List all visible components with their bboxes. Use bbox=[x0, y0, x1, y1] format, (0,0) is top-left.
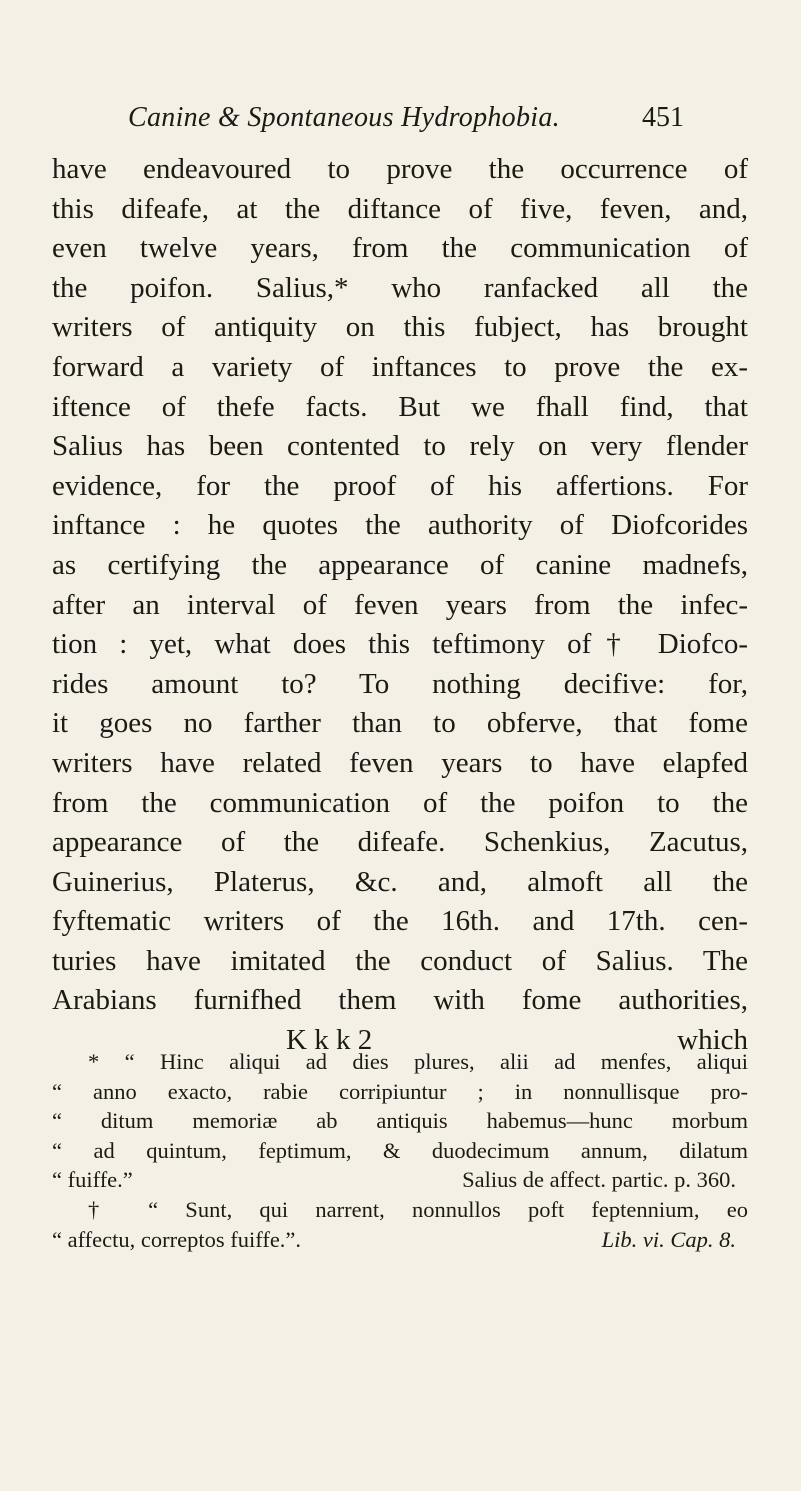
footnote-line bbox=[52, 1165, 748, 1195]
text-line: rides amount to? To nothing decifive: for, bbox=[52, 667, 748, 700]
body-text bbox=[52, 150, 748, 1061]
text-line: Salius has been contented to rely on very flender bbox=[52, 430, 748, 463]
text-line: forward a variety of inftances to prove the ex- bbox=[52, 350, 748, 383]
text-line: writers have related feven years to have elapfed bbox=[52, 746, 748, 779]
footnote-line bbox=[52, 1225, 748, 1255]
text-line: have endeavoured to prove the occurrence of bbox=[52, 153, 748, 185]
footnote-citation: Salius de affect. partic. p. 360. bbox=[462, 1167, 736, 1193]
text-line: as certifying the appearance of canine madnefs, bbox=[52, 548, 748, 581]
text-line: turies have imitated the conduct of Salius. The bbox=[52, 944, 748, 977]
text-line: writers of antiquity on this fubject, has brought bbox=[52, 311, 748, 344]
text-line: after an interval of feven years from the infec- bbox=[52, 588, 748, 621]
text-line: the poifon. Salius,* who ranfacked all the bbox=[52, 271, 748, 304]
text-line: from the communication of the poifon to the bbox=[52, 786, 748, 819]
catchword: which bbox=[677, 1024, 748, 1057]
footnote-line: “ ditum memoriæ ab antiquis habemus—hunc morbum bbox=[52, 1108, 748, 1134]
text-line: Arabians furnifhed them with fome authorities, bbox=[52, 984, 748, 1017]
text-line: this difeafe, at the diftance of five, feven, and, bbox=[52, 192, 748, 225]
text-line: even twelve years, from the communication of bbox=[52, 232, 748, 265]
page-number: 451 bbox=[642, 102, 684, 133]
footnotes bbox=[52, 1047, 748, 1254]
footnote-line: “ ad quintum, feptimum, & duodecimum annum, dilatum bbox=[52, 1137, 748, 1163]
text-line: fyftematic writers of the 16th. and 17th. cen- bbox=[52, 905, 748, 938]
footnote-text: “ fuiffe.” bbox=[52, 1167, 133, 1193]
text-line: Guinerius, Platerus, &c. and, almoft all the bbox=[52, 865, 748, 898]
page-header bbox=[128, 102, 688, 144]
text-line: iftence of thefe facts. But we fhall find, that bbox=[52, 390, 748, 423]
footnote-line: † “ Sunt, qui narrent, nonnullos poft feptennium, eo bbox=[88, 1196, 748, 1222]
footnote-line: “ anno exacto, rabie corripiuntur ; in nonnullisque pro- bbox=[52, 1078, 748, 1104]
text-line: evidence, for the proof of his affertions. For bbox=[52, 469, 748, 502]
signature-mark: K k k 2 bbox=[286, 1024, 373, 1057]
text-line: it goes no farther than to obferve, that fome bbox=[52, 707, 748, 740]
text-line: tion : yet, what does this teftimony of† Diofco- bbox=[52, 628, 748, 661]
footnote-line: * “ Hinc aliqui ad dies plures, alii ad menfes, aliqui bbox=[88, 1049, 748, 1074]
footnote-text: “ affectu, correptos fuiffe.”. bbox=[52, 1226, 302, 1252]
running-title: Canine & Spontaneous Hydrophobia. bbox=[128, 102, 560, 133]
footnote-citation: Lib. vi. Cap. 8. bbox=[601, 1226, 736, 1252]
text-line: inftance : he quotes the authority of Diofcorides bbox=[52, 509, 748, 542]
text-line: appearance of the difeafe. Schenkius, Zacutus, bbox=[52, 826, 748, 859]
